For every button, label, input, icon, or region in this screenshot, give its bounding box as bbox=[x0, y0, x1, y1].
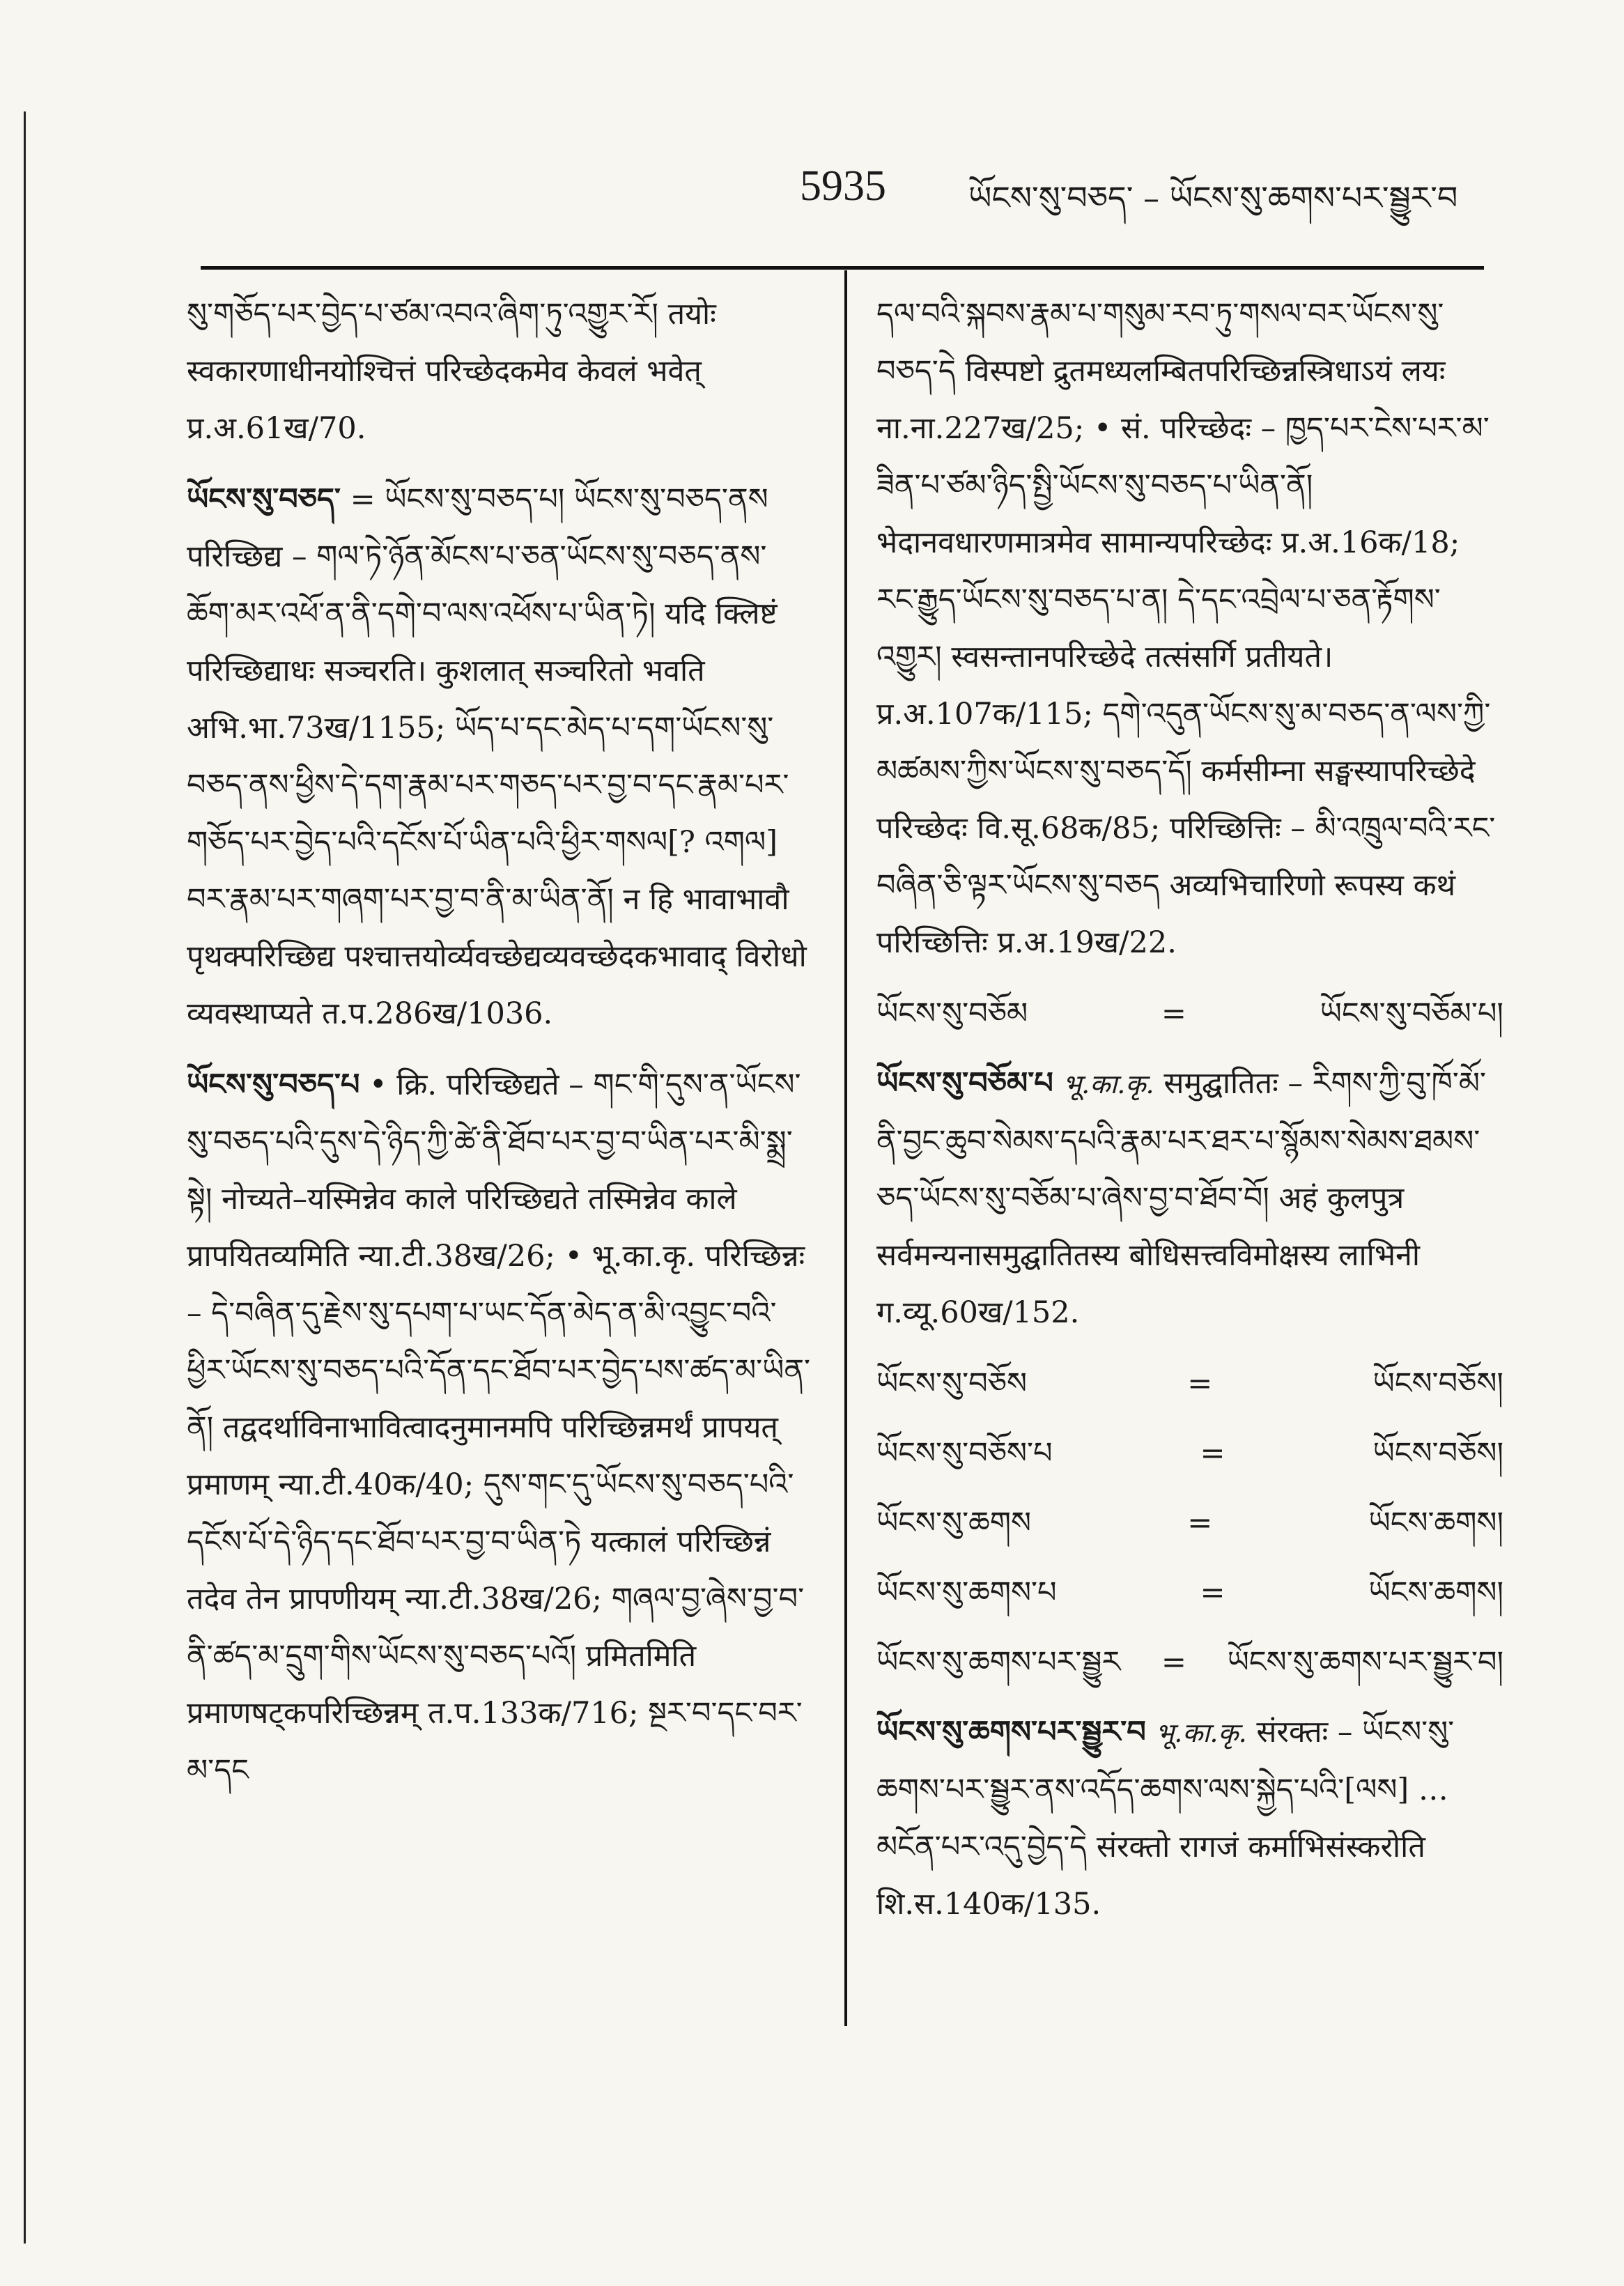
grammar-abbreviation: भू.का.कृ. bbox=[1062, 1069, 1154, 1099]
entry-headword: ཡོངས་སུ་བཅད་པ bbox=[187, 1067, 360, 1102]
right-column bbox=[876, 286, 1503, 1947]
xref-target: ཡོངས་ཆགས། bbox=[1368, 1506, 1503, 1540]
xref-headword: ཡོངས་སུ་ཆགས་པ bbox=[876, 1575, 1057, 1610]
entry-text: समुद्घातितः – རིགས་ཀྱི་བུ་ཁོ་མོ་ནི་བྱང་ཆུབ་སེམས་དཔའི་རྣམ་པར་ཐར་པ་སྙོམས་སེམས་ཐམས་ཅད་ཡོངས་སུ་བཅོམ་པ་ཞེས་བྱ་བ་ཐོབ་བོ། अहं कुलपुत्र सर्वमन्यनासमुद्घातितस्य बोधिसत्त्वविमोक्षस्य लाभिनी ग.व्यू.60ख/152. bbox=[876, 1066, 1487, 1330]
xref-target: ཡོངས་བཅོས། bbox=[1372, 1366, 1503, 1401]
cross-reference bbox=[876, 1634, 1503, 1691]
page-number: 5935 bbox=[800, 162, 886, 210]
left-column bbox=[187, 286, 814, 1813]
page-edge-scan-shadow bbox=[0, 111, 26, 2243]
dictionary-entry bbox=[876, 1704, 1503, 1933]
xref-equals: = bbox=[1161, 996, 1186, 1031]
header-rule bbox=[201, 266, 1484, 270]
xref-headword: ཡོངས་སུ་བཅོས་པ bbox=[876, 1436, 1053, 1471]
column-divider bbox=[844, 270, 847, 2026]
entry-headword: ཡོངས་སུ་བཅད་ bbox=[187, 482, 341, 517]
xref-equals: = bbox=[1187, 1506, 1213, 1540]
cross-reference bbox=[876, 1355, 1503, 1412]
xref-target: ཡོངས་སུ་བཅོམ་པ། bbox=[1320, 996, 1503, 1031]
dictionary-entry bbox=[876, 1055, 1503, 1341]
xref-headword: ཡོངས་སུ་ཆགས་པར་སྦྱུར bbox=[876, 1645, 1121, 1680]
xref-headword: ཡོངས་སུ་བཅོས bbox=[876, 1366, 1028, 1401]
cross-reference bbox=[876, 985, 1503, 1042]
entry-headword: ཡོངས་སུ་ཆགས་པར་སྦྱུར་བ bbox=[876, 1715, 1146, 1750]
xref-target: ཡོངས་སུ་ཆགས་པར་སྦྱུར་བ། bbox=[1227, 1645, 1503, 1680]
entry-text: • क्रि. परिच्छिद्यते – གང་གི་དུས་ན་ཡོངས་སུ་བཅད་པའི་དུས་དེ་ཉིད་ཀྱི་ཚེ་ནི་ཐོབ་པར་བྱ་བ་ཡིན་པར་མི་སྨྲ་སྟེ། नोच्यते–यस्मिन्नेव काले परिच्छिद्यते तस्मिन्नेव काले प्रापयितव्यमिति न्या.टी.38ख/26; • भू.का.कृ. परिच्छिन्नः – དེ་བཞིན་དུ་རྗེས་སུ་དཔག་པ་ཡང་དོན་མེད་ན་མི་འབྱུང་བའི་ཕྱིར་ཡོངས་སུ་བཅད་པའི་དོན་དང་ཐོབ་པར་བྱེད་པས་ཚད་མ་ཡིན་ནོ། तद्वदर्थाविनाभावित्वादनुमानमपि परिच्छिन्नमर्थं प्रापयत् प्रमाणम् न्या.टी.40क/40; དུས་གང་དུ་ཡོངས་སུ་བཅད་པའི་དངོས་པོ་དེ་ཉིད་དང་ཐོབ་པར་བྱ་བ་ཡིན་ཏེ यत्कालं परिच्छिन्नं तदेव तेन प्रापणीयम् न्या.टी.38ख/26; གཞལ་བྱ་ཞེས་བྱ་བ་ནི་ཚད་མ་དྲུག་གིས་ཡོངས་སུ་བཅད་པའོ། प्रमितमिति प्रमाणषट्कपरिच्छिन्नम् त.प.133क/716; སྔར་བ་དང་བར་མ་དང bbox=[187, 1067, 811, 1788]
grammar-abbreviation: भू.का.कृ. bbox=[1155, 1717, 1247, 1748]
dictionary-entry bbox=[187, 286, 814, 457]
cross-reference bbox=[876, 1564, 1503, 1621]
entry-headword: ཡོངས་སུ་བཅོམ་པ bbox=[876, 1066, 1053, 1101]
cross-reference bbox=[876, 1495, 1503, 1552]
xref-headword: ཡོངས་སུ་ཆགས bbox=[876, 1506, 1032, 1540]
xref-headword: ཡོངས་སུ་བཅོམ bbox=[876, 996, 1028, 1031]
dictionary-entry bbox=[876, 286, 1503, 971]
xref-target: ཡོངས་བཅོས། bbox=[1372, 1436, 1503, 1471]
xref-equals: = bbox=[1161, 1645, 1186, 1680]
xref-equals: = bbox=[1200, 1575, 1225, 1610]
running-head: ཡོངས་སུ་བཅད་ – ཡོངས་སུ་ཆགས་པར་སྦྱུར་བ bbox=[968, 179, 1458, 217]
entry-text: = ཡོངས་སུ་བཅད་པ། ཡོངས་སུ་བཅད་ནས परिच्छिद्य – གལ་ཏེ་ཉོན་མོངས་པ་ཅན་ཡོངས་སུ་བཅད་ནས་ཆོག་མར་འཕོ་ན་ནི་དགེ་བ་ལས་འཕོས་པ་ཡིན་ཏེ། यदि क्लिष्टं परिच्छिद्याधः सञ्चरति। कुशलात् सञ्चरितो भवति अभि.भा.73ख/1155; ཡོད་པ་དང་མེད་པ་དག་ཡོངས་སུ་བཅད་ནས་ཕྱིས་དེ་དག་རྣམ་པར་གཅད་པར་བྱ་བ་དང་རྣམ་པར་གཅོད་པར་བྱེད་པའི་དངོས་པོ་ཡིན་པའི་ཕྱིར་གསལ[? འགལ] བར་རྣམ་པར་གཞག་པར་བྱ་བ་ནི་མ་ཡིན་ནོ། न हि भावाभावौ पृथक्परिच्छिद्य पश्चात्तयोर्व्यवच्छेद्यव्यवच्छेदकभावाद् विरोधो व्यवस्थाप्यते त.प.286ख/1036. bbox=[187, 482, 807, 1031]
xref-target: ཡོངས་ཆགས། bbox=[1368, 1575, 1503, 1610]
entry-text: संरक्तः – ཡོངས་སུ་ཆགས་པར་སྦྱུར་ནས་འདོད་ཆགས་ལས་སྐྱེད་པའི་[ལས] …མངོན་པར་འདུ་བྱེད་དེ संरक्तो रागजं कर्माभिसंस्करोति शि.स.140क/135. bbox=[876, 1715, 1455, 1922]
dictionary-entry bbox=[187, 471, 814, 1042]
entry-text: དལ་བའི་སྐབས་རྣམ་པ་གསུམ་རབ་ཏུ་གསལ་བར་ཡོངས་སུ་བཅད་དེ विस्पष्टो द्रुतमध्यलम्बितपरिच्छिन्नस्त्रिधाऽयं लयः ना.ना.227ख/25; • सं. परिच्छेदः – ཁྱད་པར་ངེས་པར་མ་ཟིན་པ་ཙམ་ཉིད་སྤྱི་ཡོངས་སུ་བཅད་པ་ཡིན་ནོ། भेदानवधारणमात्रमेव सामान्यपरिच्छेदः प्र.अ.16क/18; རང་རྒྱུད་ཡོངས་སུ་བཅད་པ་ན། དེ་དང་འབྲེལ་པ་ཅན་རྟོགས་འགྱུར། स्वसन्तानपरिच्छेदे तत्संसर्गि प्रतीयते। प्र.अ.107क/115; དགེ་འདུན་ཡོངས་སུ་མ་བཅད་ན་ལས་ཀྱི་མཚམས་ཀྱིས་ཡོངས་སུ་བཅད་དོ། कर्मसीम्ना सङ्घस्यापरिच्छेदे परिच्छेदः वि.सू.68क/85; परिच्छित्तिः – མི་འཁྲུལ་བའི་རང་བཞིན་ཅི་ལྟར་ཡོངས་སུ་བཅད अव्यभिचारिणो रूपस्य कथं परिच्छित्तिः प्र.अ.19ख/22. bbox=[876, 297, 1496, 960]
entry-text: སུ་གཅོད་པར་བྱེད་པ་ཙམ་འབའ་ཞིག་ཏུ་འགྱུར་རོ། तयोः स्वकारणाधीनयोश्चित्तं परिच्छेदकमेव केवलं भवेत् प्र.अ.61ख/70. bbox=[187, 297, 716, 446]
dictionary-entry bbox=[187, 1056, 814, 1799]
xref-equals: = bbox=[1187, 1366, 1213, 1401]
xref-equals: = bbox=[1200, 1436, 1225, 1471]
cross-reference bbox=[876, 1425, 1503, 1482]
